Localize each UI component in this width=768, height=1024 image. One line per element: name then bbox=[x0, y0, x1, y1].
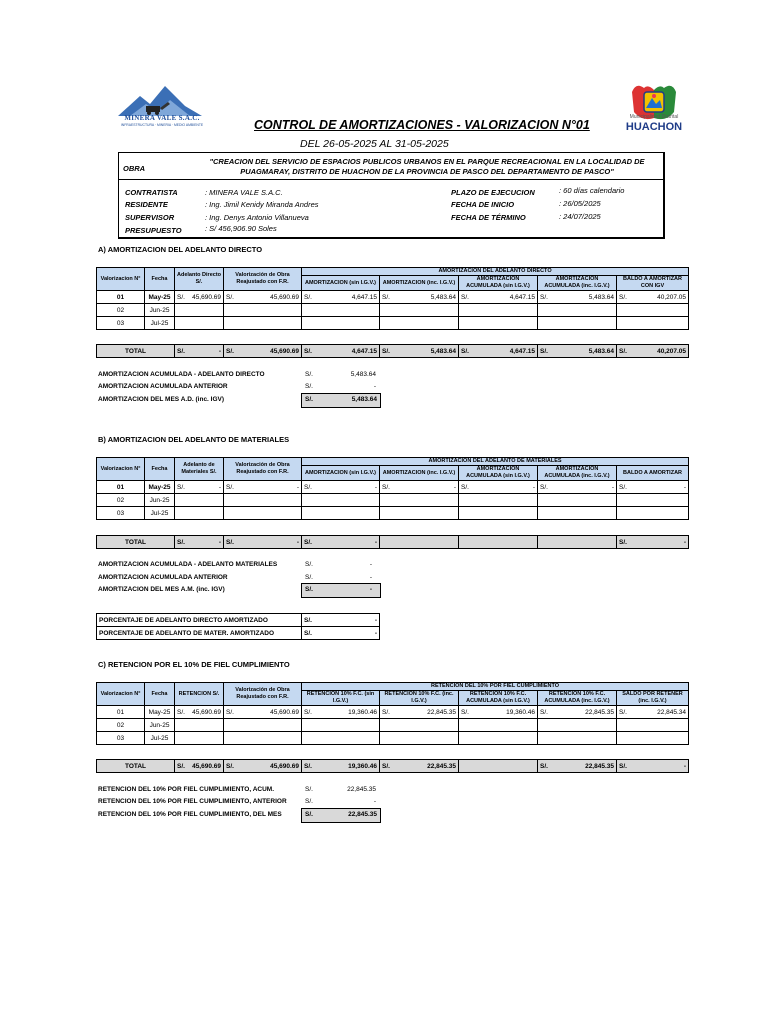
summary-value: 5,483.64 bbox=[350, 371, 376, 378]
col-valorizacion: Valorizacion N° bbox=[97, 268, 145, 291]
inicio-label: FECHA DE INICIO bbox=[451, 200, 515, 209]
total-label: TOTAL bbox=[97, 760, 175, 773]
subcol-header: RETENCION 10% F.C. ACUMULADA (inc. I.G.V.) bbox=[538, 691, 617, 706]
summary-label: AMORTIZACION ACUMULADA ANTERIOR bbox=[98, 383, 228, 390]
summary-value: - bbox=[369, 586, 372, 593]
termino-label: FECHA DE TÉRMINO bbox=[451, 213, 526, 222]
plazo-label: PLAZO DE EJECUCION bbox=[451, 188, 535, 197]
obra-text: "CREACION DEL SERVICIO DE ESPACIOS PUBLICOS URBANOS EN EL PARQUE RECREACIONAL EN LA LOCALIDAD DE PUAGMARAY, DISTRITO DE HUACHON DE LA PROVINCIA DE PASCO DEL DEPARTAMENTO DE PASCO" bbox=[209, 157, 645, 176]
group-header: AMORTIZACION DEL ADELANTO DE MATERIALES bbox=[302, 458, 689, 466]
plazo-value: : 60 días calendario bbox=[559, 186, 625, 195]
summary-value: - bbox=[373, 798, 376, 805]
pct-value: - bbox=[374, 629, 377, 637]
section-b-title: B) AMORTIZACION DEL ADELANTO DE MATERIALES bbox=[98, 435, 290, 444]
pct-label: PORCENTAJE DE ADELANTO DIRECTO AMORTIZADO bbox=[97, 614, 302, 627]
cell-fecha: May-25 bbox=[145, 706, 175, 719]
summary-box: S/. 5,483.64 bbox=[301, 393, 381, 408]
cell-fecha: Jul-25 bbox=[145, 317, 175, 330]
total-row: TOTAL S/. 45,690.69 S/. 45,690.69 S/. 19,360.46 S/. 22,845.35 S/. 22,845.35 S/. - bbox=[97, 760, 689, 773]
supervisor-label: SUPERVISOR bbox=[125, 213, 175, 222]
total-label: TOTAL bbox=[97, 345, 175, 358]
summary-currency: S/. bbox=[305, 383, 313, 390]
summary-label: AMORTIZACION ACUMULADA - ADELANTO DIRECTO bbox=[98, 371, 265, 378]
cell-money: S/. 40,207.05 bbox=[617, 291, 689, 304]
cell-money: S/. 45,690.69 bbox=[224, 291, 302, 304]
supervisor-value: : Ing. Denys Antonio Villanueva bbox=[205, 213, 309, 222]
residente-value: : Ing. Jimil Kenidy Miranda Andres bbox=[205, 200, 319, 209]
subcol-header: AMORTIZACION ACUMULADA (inc. I.G.V.) bbox=[538, 466, 617, 481]
total-row: TOTAL S/. - S/. 45,690.69 S/. 4,647.15 S/. 5,483.64 S/. 4,647.15 S/. 5,483.64 S/. 40,207.05 bbox=[97, 345, 689, 358]
col-obra: Valorización de Obra Reajustado con F.R. bbox=[224, 683, 302, 706]
subcol-header: RETENCION 10% F.C. (inc. I.G.V.) bbox=[380, 691, 459, 706]
table-row bbox=[97, 732, 689, 745]
page-subtitle: DEL 26-05-2025 AL 31-05-2025 bbox=[300, 138, 449, 150]
summary-box: S/. 22,845.35 bbox=[301, 808, 381, 823]
table-row: 01 May-25 S/. 45,690.69 S/. 45,690.69 S/. 19,360.46 S/. 22,845.35 S/. 19,360.46 S/. 22,845.35 S/. 22,845.34 bbox=[97, 706, 689, 719]
contratista-label: CONTRATISTA bbox=[125, 188, 178, 197]
cell-fecha: May-25 bbox=[145, 481, 175, 494]
summary-currency: S/. bbox=[305, 561, 313, 568]
summary-label: RETENCION DEL 10% POR FIEL CUMPLIMIENTO, ACUM. bbox=[98, 786, 274, 793]
muni-name: HUACHON bbox=[625, 121, 683, 133]
subcol-header: AMORTIZACION (sin I.G.V.) bbox=[302, 276, 380, 291]
obra-label: OBRA bbox=[123, 164, 146, 173]
summary-label: RETENCION DEL 10% POR FIEL CUMPLIMIENTO, DEL MES bbox=[98, 811, 282, 818]
summary-value: - bbox=[369, 561, 372, 568]
summary-currency: S/. bbox=[305, 371, 313, 378]
table-row: 01 May-25 S/. - S/. - S/. - S/. - S/. - S/. - S/. - bbox=[97, 481, 689, 494]
col-valorizacion: Valorizacion N° bbox=[97, 683, 145, 706]
group-header: RETENCION DEL 10% POR FIEL CUMPLIMIENTO bbox=[302, 683, 689, 691]
cell-n: 03 bbox=[97, 507, 145, 520]
section-a-title: A) AMORTIZACION DEL ADELANTO DIRECTO bbox=[98, 245, 263, 254]
subcol-header: SALDO POR RETENER (inc. I.G.V.) bbox=[617, 691, 689, 706]
cell-n: 01 bbox=[97, 291, 145, 304]
total-row: TOTAL S/. - S/. - S/. - S/. - bbox=[97, 536, 689, 549]
col-fecha: Fecha bbox=[145, 268, 175, 291]
cell-fecha: Jun-25 bbox=[145, 719, 175, 732]
cell-n: 01 bbox=[97, 706, 145, 719]
col-adelanto: Adelanto Directo S/. bbox=[175, 268, 224, 291]
section-c-title: C) RETENCION POR EL 10% DE FIEL CUMPLIMIENTO bbox=[98, 660, 290, 669]
summary-box: S/. - bbox=[301, 583, 381, 598]
col-valorizacion: Valorizacion N° bbox=[97, 458, 145, 481]
cell-money: S/. 5,483.64 bbox=[380, 291, 459, 304]
cell-n: 03 bbox=[97, 732, 145, 745]
summary-label: RETENCION DEL 10% POR FIEL CUMPLIMIENTO, ANTERIOR bbox=[98, 798, 287, 805]
termino-value: : 24/07/2025 bbox=[559, 212, 601, 221]
cell-fecha: May-25 bbox=[145, 291, 175, 304]
subcol-header: AMORTIZACION ACUMULADA (sin I.G.V.) bbox=[459, 276, 538, 291]
col-retencion: RETENCION S/. bbox=[175, 683, 224, 706]
cell-n: 01 bbox=[97, 481, 145, 494]
table-row bbox=[97, 719, 689, 732]
cell-money: S/. 45,690.69 bbox=[175, 291, 224, 304]
subcol-header: AMORTIZACION (inc. I.G.V.) bbox=[380, 466, 459, 481]
inicio-value: : 26/05/2025 bbox=[559, 199, 601, 208]
subcol-header: AMORTIZACION (inc. I.G.V.) bbox=[380, 276, 459, 291]
col-adelanto: Adelanto de Materiales S/. bbox=[175, 458, 224, 481]
page-title: CONTROL DE AMORTIZACIONES - VALORIZACION N°01 bbox=[254, 118, 590, 132]
muni-caption: Municipalidad Distrital bbox=[629, 114, 679, 120]
subcol-header: AMORTIZACION ACUMULADA (sin I.G.V.) bbox=[459, 466, 538, 481]
percentage-table: PORCENTAJE DE ADELANTO DIRECTO AMORTIZADO S/. - PORCENTAJE DE ADELANTO DE MATER. AMORTIZADO S/. - bbox=[96, 613, 380, 640]
summary-currency: S/. bbox=[305, 574, 313, 581]
logo-company-tagline: INFRAESTRUCTURA · MINERIA · MEDIO AMBIENTE bbox=[120, 123, 204, 127]
summary-currency: S/. bbox=[305, 786, 313, 793]
cell-fecha: Jul-25 bbox=[145, 507, 175, 520]
logo-company-name: MINERA VALE S.A.C. bbox=[124, 114, 200, 122]
summary-label: AMORTIZACION DEL MES A.M. (inc. IGV) bbox=[98, 586, 225, 593]
table-row bbox=[97, 507, 689, 520]
table-row bbox=[97, 304, 689, 317]
col-fecha: Fecha bbox=[145, 683, 175, 706]
col-obra: Valorización de Obra Reajustado con F.R. bbox=[224, 268, 302, 291]
residente-label: RESIDENTE bbox=[125, 200, 168, 209]
pct-label: PORCENTAJE DE ADELANTO DE MATER. AMORTIZADO bbox=[97, 627, 302, 640]
subcol-header: RETENCION 10% F.C. ACUMULADA (sin I.G.V.) bbox=[459, 691, 538, 706]
cell-money: S/. 4,647.15 bbox=[459, 291, 538, 304]
cell-money: S/. 4,647.15 bbox=[302, 291, 380, 304]
cell-money: S/. 5,483.64 bbox=[538, 291, 617, 304]
pct-value: - bbox=[374, 616, 377, 624]
table-a-total bbox=[96, 344, 689, 358]
summary-currency: S/. bbox=[305, 798, 313, 805]
table-c bbox=[96, 682, 689, 745]
summary-value: 5,483.64 bbox=[351, 396, 377, 403]
col-fecha: Fecha bbox=[145, 458, 175, 481]
table-b-total bbox=[96, 535, 689, 549]
summary-label: AMORTIZACION DEL MES A.D. (inc. IGV) bbox=[98, 396, 225, 403]
table-row bbox=[97, 291, 689, 304]
presupuesto-label: PRESUPUESTO bbox=[125, 226, 182, 235]
presupuesto-value: : S/ 456,906.90 Soles bbox=[205, 224, 277, 233]
table-c-total bbox=[96, 759, 689, 773]
cell-fecha: Jun-25 bbox=[145, 494, 175, 507]
group-header: AMORTIZACION DEL ADELANTO DIRECTO bbox=[302, 268, 689, 276]
cell-fecha: Jul-25 bbox=[145, 732, 175, 745]
table-row bbox=[97, 494, 689, 507]
cell-n: 03 bbox=[97, 317, 145, 330]
subcol-header: AMORTIZACION ACUMULADA (inc. I.G.V.) bbox=[538, 276, 617, 291]
summary-label: AMORTIZACION ACUMULADA - ADELANTO MATERIALES bbox=[98, 561, 278, 568]
summary-label: AMORTIZACION ACUMULADA ANTERIOR bbox=[98, 574, 228, 581]
subcol-header: AMORTIZACION (sin I.G.V.) bbox=[302, 466, 380, 481]
summary-value: - bbox=[373, 383, 376, 390]
project-info-box bbox=[118, 152, 665, 239]
subcol-header: BALDO A AMORTIZAR CON IGV bbox=[617, 276, 689, 291]
total-label: TOTAL bbox=[97, 536, 175, 549]
subcol-header: BALDO A AMORTIZAR bbox=[617, 466, 689, 481]
summary-value: - bbox=[369, 574, 372, 581]
col-obra: Valorización de Obra Reajustado con F.R. bbox=[224, 458, 302, 481]
summary-value: 22,845.35 bbox=[348, 811, 377, 818]
table-row bbox=[97, 317, 689, 330]
cell-n: 02 bbox=[97, 494, 145, 507]
contratista-value: : MINERA VALE S.A.C. bbox=[205, 188, 283, 197]
summary-value: 22,845.35 bbox=[347, 786, 376, 793]
cell-n: 02 bbox=[97, 304, 145, 317]
table-b bbox=[96, 457, 689, 520]
cell-n: 02 bbox=[97, 719, 145, 732]
subcol-header: RETENCION 10% F.C. (sin I.G.V.) bbox=[302, 691, 380, 706]
cell-fecha: Jun-25 bbox=[145, 304, 175, 317]
table-a bbox=[96, 267, 689, 330]
